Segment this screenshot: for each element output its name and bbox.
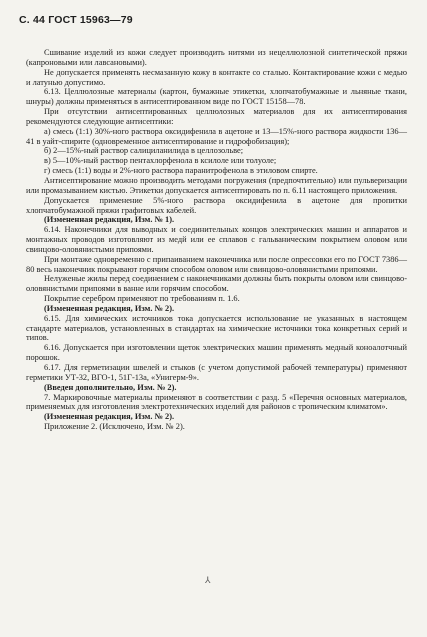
page-header: С. 44 ГОСТ 15963—79 [19, 14, 133, 26]
paragraph: При монтаже одновременно с припаиванием наконечника или после опрессовки его по ГОСТ 7386—80 весь наконечник покрывают горячим способом оловом или свинцово-оловянистыми припоями. [26, 254, 407, 274]
paragraph: Не допускается применять несмазанную кожу в контакте со сталью. Контактирование кожи с медью и латунью допустимо. [26, 67, 407, 87]
paragraph: г) смесь (1:1) воды и 2%-ного раствора паранитрофенола в этиловом спирте. [44, 166, 318, 176]
paragraph: 6.16. Допускается при изготовлении щеток электрических машин применять медный коноалотчный порошок. [26, 343, 407, 363]
paragraph: в) 5—10%-ный раствор пентахлорфенола в ксилоле или толуоле; [44, 156, 277, 166]
paragraph: (Измененная редакция, Изм. № 2). [44, 303, 175, 313]
paragraph: (Измененная редакция, Изм. № 2). [44, 412, 175, 422]
scan-mark: ⅄ [205, 575, 211, 585]
paragraph: Допускается применение 5%-ного раствора оксидифенила в ацетоне для пропитки хлопчатобумажной пряжи графитовых кабелей. [26, 195, 407, 215]
paragraph: 6.17. Для герметизации швелей и стыков (с учетом допустимой рабочей температуры) применяют герметики УТ-32, ВГО-1, 51Г-13а, «Унигерм-9». [26, 363, 407, 382]
paragraph: а) смесь (1:1) 30%-ного раствора оксидифенила в ацетоне и 13—15%-ного раствора жидкости 136—41 в уайт-спирите (одновременное антисептирование и гидрофобизация); [26, 126, 407, 146]
paragraph: б) 2—15%-ный раствор салициланилида в целлозольве; [44, 146, 244, 156]
paragraph: (Введен дополнительно, Изм. № 2). [44, 382, 177, 392]
paragraph: 6.13. Целлюлозные материалы (картон, бумажные этикетки, хлопчатобумажные и льняные ткани, шнуры) должны применяться в антисептированном виде по ГОСТ 15158—78. [26, 87, 407, 107]
paragraph: 6.15. Для химических источников тока допускается использование не указанных в настоящем стандарте материалов, установленных в стандартах на химические источники тока конкретных серий и типов. [26, 313, 407, 343]
document-body [26, 48, 407, 432]
paragraph: Приложение 2. (Исключено, Изм. № 2). [44, 422, 185, 432]
paragraph: При отсутствии антисептированных целлюлозных материалов для их антисептирования рекомендуются следующие антисептики: [26, 107, 407, 126]
paragraph: Покрытие серебром применяют по требованиям п. 1.6. [44, 294, 240, 304]
paragraph: 7. Маркировочные материалы применяют в соответствии с разд. 5 «Перечня основных материалов, применяемых для изготовления электротехнических изделий для районов с тропическим климатом». [26, 392, 407, 412]
paragraph: 6.14. Наконечники для выводных и соединительных концов электрических машин и аппаратов и монтажных проводов изготовляют из медй или ее сплавов с гальваническим покрытием оловом или свинцово-оловянистыми припоями. [26, 225, 407, 254]
paragraph: Антисептирование можно производить методами погружения (предпочтительно) или пульверизации или промазыванием кистью. Этикетки допускается антисептировать по п. 6.11 настоящего приложения. [26, 175, 407, 195]
paragraph: Нелуженые жилы перед соединением с наконечниками должны быть покрыты оловом или свинцово-оловянистыми припоями в ванне или горячим способом. [26, 274, 407, 294]
paragraph: Сшивание изделий из кожи следует производить нитями из нецеллюлозной синтетической пряжи (капроновыми или лавсановыми). [26, 48, 407, 67]
paragraph: (Измененная редакция, Изм. № 1). [44, 215, 175, 225]
